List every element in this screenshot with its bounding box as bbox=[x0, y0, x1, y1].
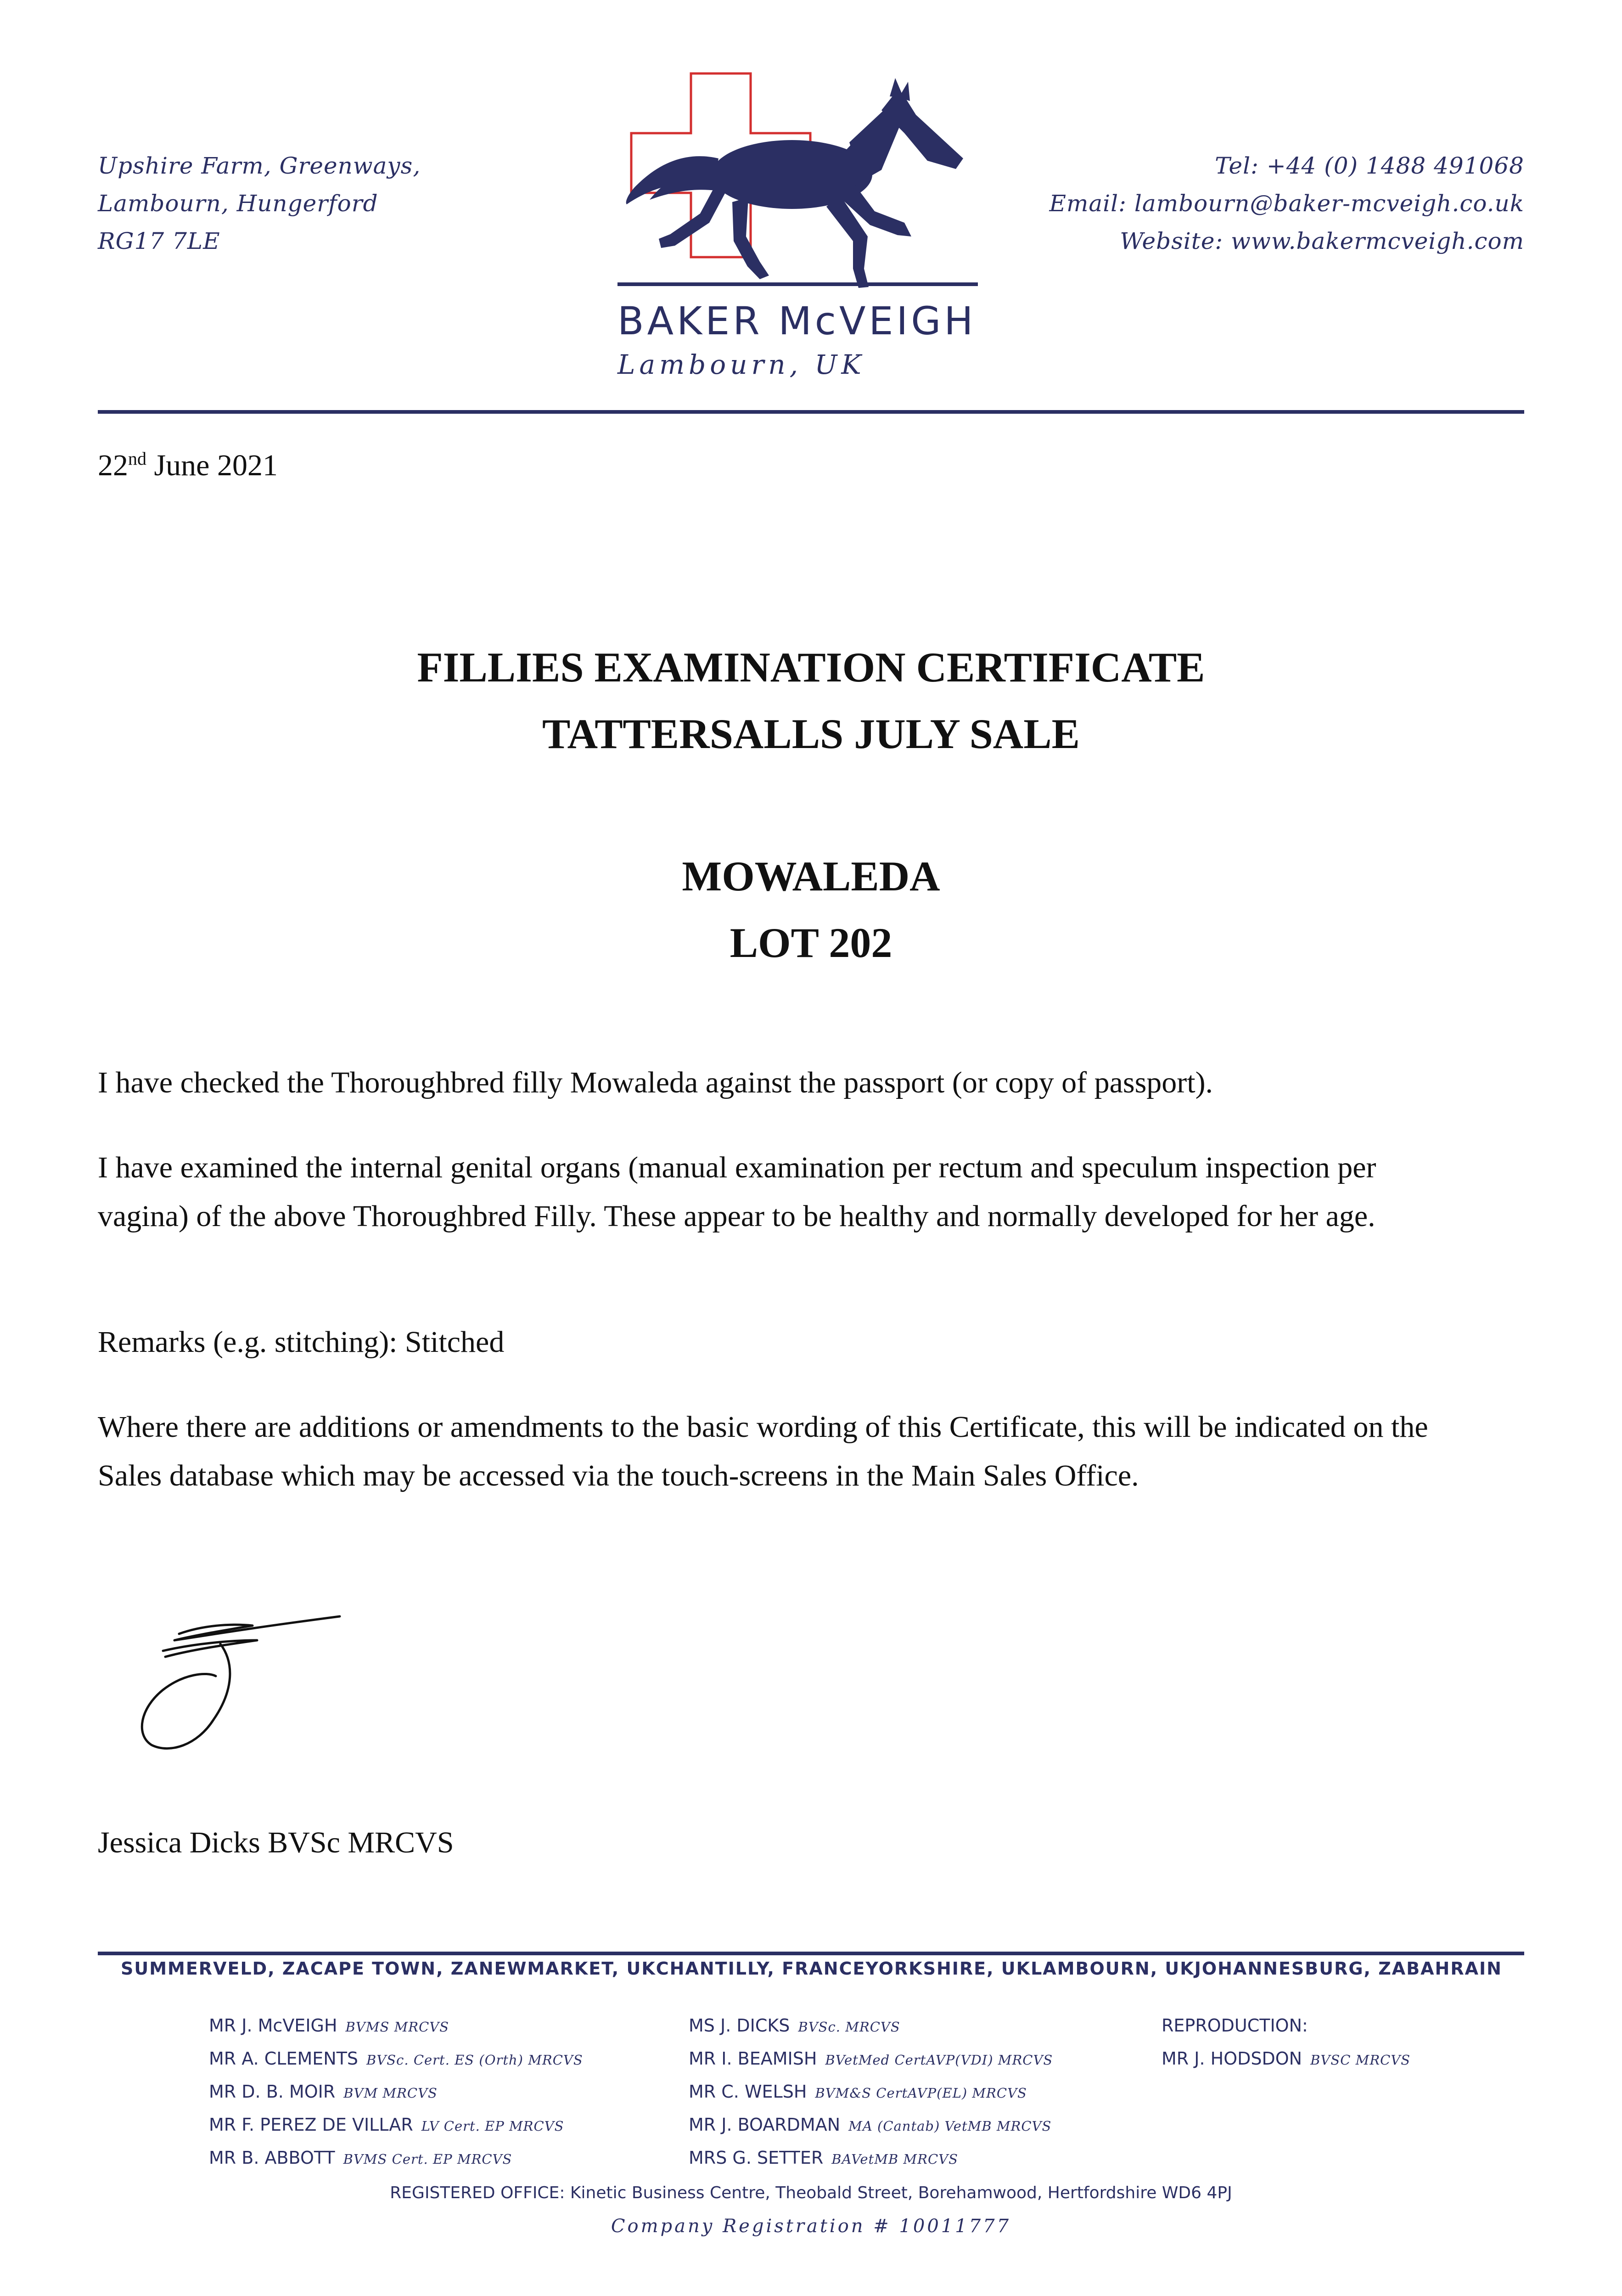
staff-member bbox=[209, 2141, 583, 2174]
staff-name: MR J. HODSDON bbox=[1162, 2048, 1302, 2069]
location-item: YORKSHIRE, UK bbox=[865, 1958, 1031, 1979]
staff-member bbox=[1162, 2042, 1410, 2075]
staff-name: MR A. CLEMENTS bbox=[209, 2048, 359, 2069]
date-day: 22 bbox=[98, 449, 128, 482]
galloping-horse-icon bbox=[611, 64, 978, 395]
staff-member bbox=[689, 2141, 1053, 2174]
paragraph-passport-check: I have checked the Thoroughbred filly Mowaleda against the passport (or copy of passport). bbox=[98, 1066, 1213, 1099]
certificate-title: FILLIES EXAMINATION CERTIFICATE bbox=[417, 644, 1205, 691]
staff-column-1 bbox=[209, 2009, 583, 2174]
address-line: Upshire Farm, Greenways, bbox=[98, 152, 421, 179]
brand-name: BAKER McVEIGH bbox=[617, 298, 977, 343]
staff-qualifications: BVM MRCVS bbox=[343, 2085, 438, 2101]
staff-name: MRS G. SETTER bbox=[689, 2148, 824, 2168]
letter-date bbox=[98, 448, 278, 483]
location-item: CAPE TOWN, ZA bbox=[310, 1958, 479, 1979]
staff-qualifications: BVSc. MRCVS bbox=[798, 2019, 900, 2035]
paragraph-remarks: Remarks (e.g. stitching): Stitched bbox=[98, 1325, 505, 1359]
staff-name: MR J. BOARDMAN bbox=[689, 2115, 841, 2135]
signer-name: Jessica Dicks BVSc MRCVS bbox=[98, 1826, 454, 1859]
staff-member bbox=[689, 2009, 1053, 2042]
reproduction-label: REPRODUCTION: bbox=[1162, 2015, 1308, 2036]
staff-name: MR F. PEREZ DE VILLAR bbox=[209, 2115, 413, 2135]
staff-qualifications: BVMS Cert. EP MRCVS bbox=[343, 2151, 512, 2167]
staff-qualifications: BAVetMB MRCVS bbox=[831, 2151, 958, 2167]
staff-qualifications: LV Cert. EP MRCVS bbox=[421, 2118, 564, 2134]
staff-member bbox=[209, 2108, 583, 2141]
date-month-year: June 2021 bbox=[146, 449, 278, 482]
staff-member bbox=[209, 2075, 583, 2108]
horse-name: MOWALEDA bbox=[682, 853, 940, 900]
staff-qualifications: BVSC MRCVS bbox=[1310, 2052, 1411, 2068]
letterhead-contact bbox=[1049, 147, 1524, 260]
staff-qualifications: BVMS MRCVS bbox=[345, 2019, 449, 2035]
footer-divider bbox=[98, 1952, 1524, 1955]
contact-website: Website: www.bakermcveigh.com bbox=[1120, 228, 1524, 254]
registered-office: REGISTERED OFFICE: Kinetic Business Centre, Theobald Street, Borehamwood, Hertfordshire WD6 4PJ bbox=[390, 2183, 1232, 2202]
staff-member bbox=[689, 2042, 1053, 2075]
location-item: BAHRAIN bbox=[1406, 1958, 1502, 1979]
staff-column-reproduction bbox=[1162, 2009, 1410, 2075]
contact-email: Email: lambourn@baker-mcveigh.co.uk bbox=[1049, 190, 1524, 217]
office-locations bbox=[98, 1958, 1524, 1979]
staff-member bbox=[689, 2108, 1053, 2141]
lot-number: LOT 202 bbox=[730, 919, 892, 966]
paragraph-examination: I have examined the internal genital organs (manual examination per rectum and speculum inspection per vagina) of the above Thoroughbred Filly. These appear to be healthy and normally developed for her age. bbox=[98, 1151, 1376, 1233]
contact-phone: Tel: +44 (0) 1488 491068 bbox=[1215, 152, 1524, 179]
staff-member bbox=[209, 2009, 583, 2042]
paragraph-amendments: Where there are additions or amendments to the basic wording of this Certificate, this will be indicated on the Sales database which may be accessed via the touch-screens in the Main Sales Office. bbox=[98, 1410, 1428, 1492]
staff-name: MS J. DICKS bbox=[689, 2015, 790, 2036]
sale-title: TATTERSALLS JULY SALE bbox=[542, 710, 1080, 757]
brand-location: Lambourn, UK bbox=[617, 349, 865, 380]
company-logo bbox=[611, 64, 978, 395]
location-item: NEWMARKET, UK bbox=[478, 1958, 656, 1979]
location-item: LAMBOURN, UK bbox=[1031, 1958, 1195, 1979]
handwritten-signature bbox=[119, 1598, 358, 1773]
staff-qualifications: BVM&S CertAVP(EL) MRCVS bbox=[815, 2085, 1027, 2101]
address-line: RG17 7LE bbox=[98, 228, 220, 254]
staff-name: MR J. McVEIGH bbox=[209, 2015, 337, 2036]
location-item: SUMMERVELD, ZA bbox=[121, 1958, 310, 1979]
staff-name: MR B. ABBOTT bbox=[209, 2148, 335, 2168]
letterhead-address bbox=[98, 147, 421, 260]
staff-column-2 bbox=[689, 2009, 1053, 2174]
location-item: JOHANNESBURG, ZA bbox=[1194, 1958, 1407, 1979]
staff-name: MR I. BEAMISH bbox=[689, 2048, 817, 2069]
header-divider bbox=[98, 410, 1524, 414]
location-item: CHANTILLY, FRANCE bbox=[656, 1958, 866, 1979]
staff-member bbox=[689, 2075, 1053, 2108]
staff-name: MR D. B. MOIR bbox=[209, 2082, 336, 2102]
address-line: Lambourn, Hungerford bbox=[98, 190, 378, 217]
staff-name: MR C. WELSH bbox=[689, 2082, 807, 2102]
staff-qualifications: MA (Cantab) VetMB MRCVS bbox=[848, 2118, 1052, 2134]
staff-member bbox=[209, 2042, 583, 2075]
company-registration: Company Registration # 10011777 bbox=[611, 2216, 1011, 2237]
date-suffix: nd bbox=[128, 448, 146, 469]
staff-qualifications: BVSc. Cert. ES (Orth) MRCVS bbox=[366, 2052, 583, 2068]
staff-qualifications: BVetMed CertAVP(VDI) MRCVS bbox=[825, 2052, 1053, 2068]
